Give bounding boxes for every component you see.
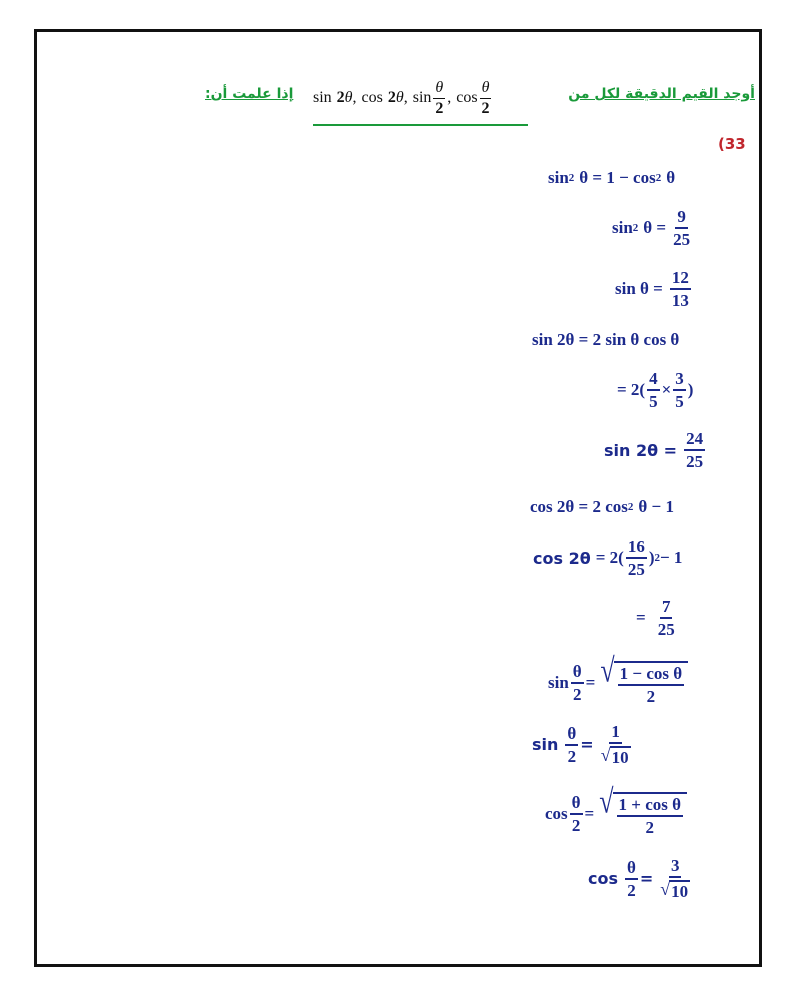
step-cos2-substitution: cos 2θ = 2( $\frac{16}{25}$ ) 2 − 1 bbox=[533, 537, 683, 579]
step-sin-theta: sin θ = $\frac{12}{13}$ bbox=[615, 268, 689, 310]
step-sin-half-result: sin $\frac{\theta}{2}$ = 1 √ 10 bbox=[532, 722, 629, 767]
step-pythagorean: sin 2 θ = 1 − cos 2 θ bbox=[548, 168, 676, 187]
step-cos2-result: = $\frac{7}{25}$ bbox=[636, 597, 675, 639]
step-sin2-result: sin 2θ = $\frac{24}{25}$ bbox=[604, 429, 704, 471]
step-cos2-identity: cos 2θ = 2 cos 2 θ − 1 bbox=[530, 497, 674, 516]
problem-header bbox=[205, 72, 755, 128]
step-sin2-substitution: = 2( $\frac{4}{5}$ × $\frac{3}{5}$ ) bbox=[617, 369, 694, 411]
instruction-text: أوجد القيم الدقيقة لكل من bbox=[568, 86, 755, 102]
step-sin-squared: sin 2 θ = $\frac{9}{25}$ bbox=[612, 207, 691, 249]
question-number: (33 bbox=[718, 135, 746, 153]
given-text: إذا علمت أن: bbox=[205, 86, 294, 102]
sqrt-sign: √ $\frac{\text{1 + cos θ}}{2}$ bbox=[599, 792, 687, 836]
header-underline bbox=[313, 124, 528, 126]
step-cos-half-result: cos $\frac{\theta}{2}$ = 3 √ 10 bbox=[588, 856, 689, 901]
step-sin2-identity: sin 2θ = 2 sin θ cos θ bbox=[532, 330, 680, 349]
step-cos-half-formula: cos $\frac{\theta}{2}$ = √ $\frac{\text{1 + cos θ}}{2}$ bbox=[545, 792, 687, 836]
step-sin-half-formula: sin $\frac{\theta}{2}$ = √ $\frac{\text{1 − cos θ}}{2}$ bbox=[548, 661, 688, 705]
sqrt-sign: √ $\frac{\text{1 − cos θ}}{2}$ bbox=[600, 661, 688, 705]
header-math-expression: sin 2 θ , cos 2 θ , sin $\frac{\theta}{2}$ , cos $\frac{\theta}{2}$ bbox=[313, 78, 490, 117]
